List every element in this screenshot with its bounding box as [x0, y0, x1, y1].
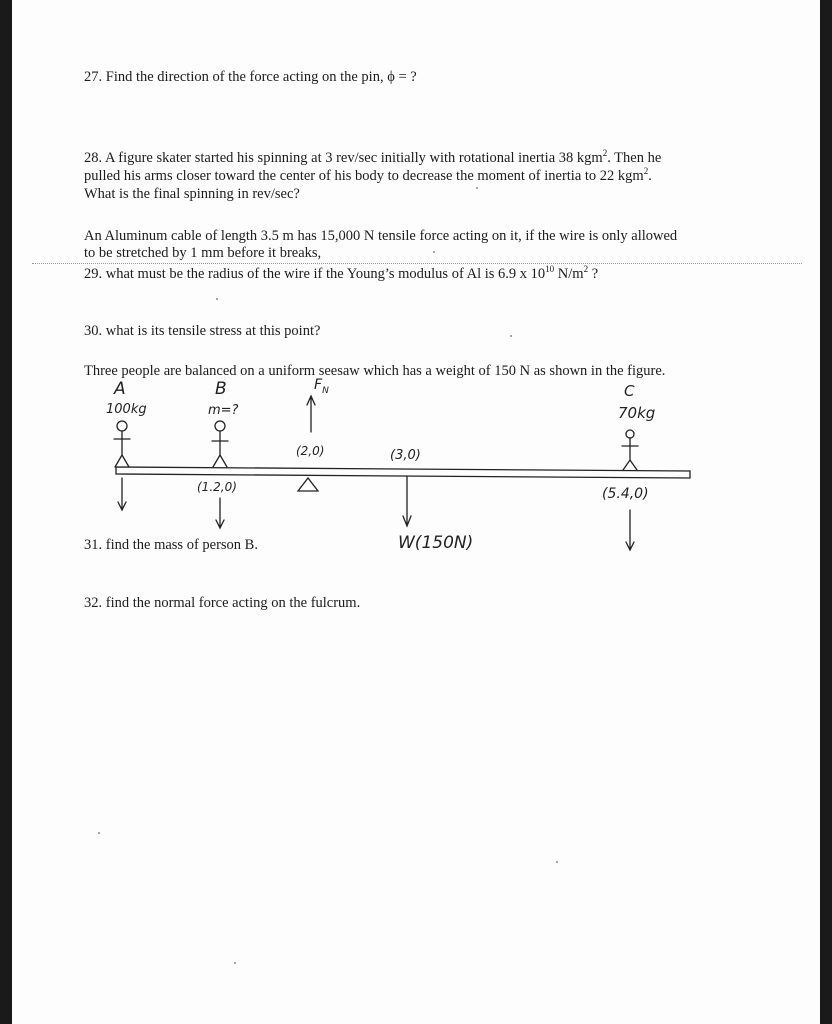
- scan-speck: [556, 861, 558, 863]
- cable-intro-line-1: An Aluminum cable of length 3.5 m has 15,000 N tensile force acting on it, if the wire is only allowed: [84, 228, 678, 244]
- coord-person-c: (5.4,0): [602, 486, 649, 502]
- coord-person-b: (1.2,0): [197, 480, 237, 494]
- scan-speck: [98, 832, 100, 834]
- person-b-figure: [212, 421, 228, 467]
- seesaw-intro: Three people are balanced on a uniform seesaw which has a weight of 150 N as shown in the figure.: [84, 363, 666, 379]
- scan-speck: [476, 187, 478, 189]
- mass-c: 70kg: [618, 404, 656, 422]
- scan-speck: [510, 335, 512, 337]
- question-30: 30. what is its tensile stress at this point?: [84, 323, 321, 339]
- scan-speck: [216, 298, 218, 300]
- force-arrow-c: [626, 510, 634, 550]
- question-29: 29. what must be the radius of the wire if the Young’s modulus of Al is 6.9 x $10^{10}$ $N/m^2$ ?: [84, 264, 599, 282]
- person-a-figure: [114, 421, 130, 467]
- normal-force-arrow: [307, 396, 315, 432]
- person-c-figure: [622, 430, 638, 470]
- force-arrow-b: [216, 498, 224, 528]
- weight-label: W(150N): [398, 533, 474, 553]
- label-normal-force: $F_N$: [314, 377, 329, 396]
- coord-fulcrum: (2,0): [296, 444, 325, 458]
- question-28-line-1: 28. A figure skater started his spinning at 3 rev/sec initially with rotational inertia 38 kgm$^2$. Then he: [84, 148, 662, 166]
- question-27: 27. Find the direction of the force acting on the pin, ϕ = ?: [84, 69, 417, 85]
- seesaw-beam: [116, 467, 690, 478]
- question-28-line-3: What is the final spinning in rev/sec?: [84, 186, 300, 202]
- label-person-b: B: [215, 379, 227, 399]
- scan-speck: [234, 962, 236, 964]
- mass-a: 100kg: [106, 402, 147, 417]
- fulcrum-triangle: [298, 478, 318, 491]
- label-person-c: C: [624, 382, 635, 400]
- scan-speck: [433, 251, 435, 253]
- force-arrow-a: [118, 478, 126, 510]
- cable-intro-line-2: to be stretched by 1 mm before it breaks,: [84, 245, 322, 261]
- question-28-line-2: pulled his arms closer toward the center of his body to decrease the moment of inertia to 22 kgm$^2$.: [84, 166, 652, 184]
- label-person-a: A: [114, 379, 126, 399]
- coord-weight: (3,0): [390, 448, 421, 463]
- question-32: 32. find the normal force acting on the fulcrum.: [84, 595, 361, 611]
- mass-b: m=?: [208, 403, 239, 418]
- weight-arrow: [403, 476, 411, 526]
- question-31: 31. find the mass of person B.: [84, 537, 258, 553]
